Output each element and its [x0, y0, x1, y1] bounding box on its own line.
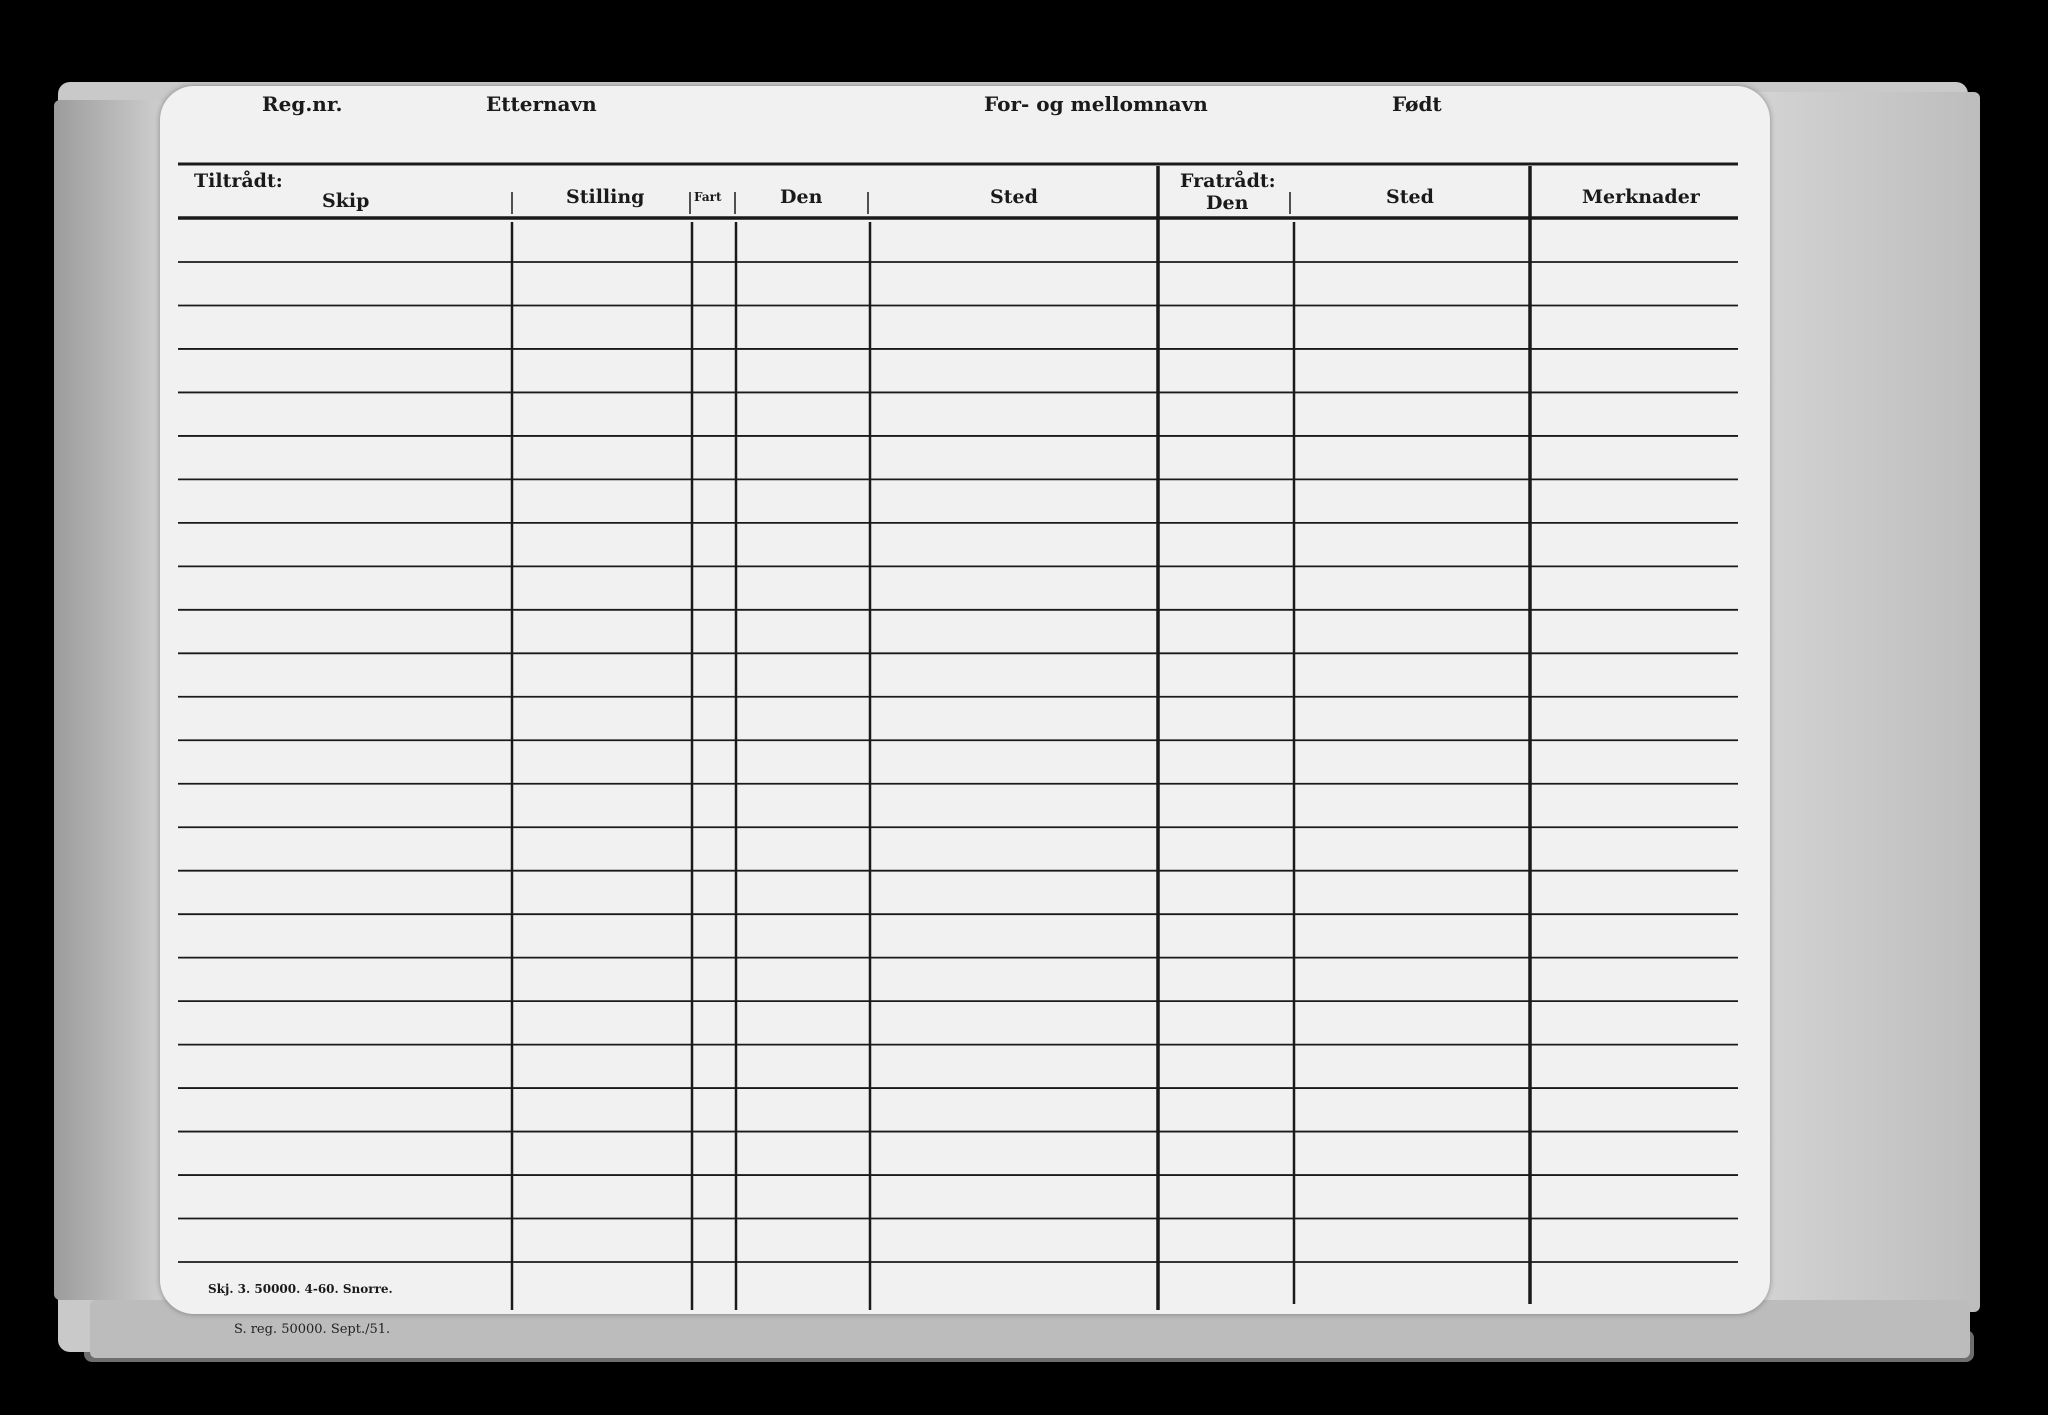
tiltradt-label: Tiltrådt:	[194, 170, 283, 192]
back-card-right-edge	[1750, 92, 1980, 1312]
den-fratradt-column-header: Den	[1206, 192, 1249, 214]
sted-tiltradt-column-header: Sted	[990, 186, 1038, 208]
sted-fratradt-column-header: Sted	[1386, 186, 1434, 208]
stilling-column-header: Stilling	[566, 186, 645, 208]
for-og-mellomnavn-label: For- og mellomnavn	[984, 92, 1208, 116]
merknader-column-header: Merknader	[1582, 186, 1700, 208]
seaman-register-card	[160, 86, 1770, 1314]
skip-column-header: Skip	[322, 190, 370, 212]
ruled-table	[160, 86, 1770, 1314]
under-card-footnote: S. reg. 50000. Sept./51.	[234, 1322, 391, 1337]
back-card-left-edge	[54, 100, 164, 1300]
den-tiltradt-column-header: Den	[780, 186, 823, 208]
fart-column-header: Fart	[694, 190, 722, 204]
fratradt-label: Fratrådt:	[1180, 170, 1276, 192]
reg-nr-label: Reg.nr.	[262, 92, 343, 116]
fodt-label: Født	[1392, 92, 1442, 116]
form-print-footnote: Skj. 3. 50000. 4-60. Snorre.	[208, 1282, 393, 1296]
etternavn-label: Etternavn	[486, 92, 597, 116]
